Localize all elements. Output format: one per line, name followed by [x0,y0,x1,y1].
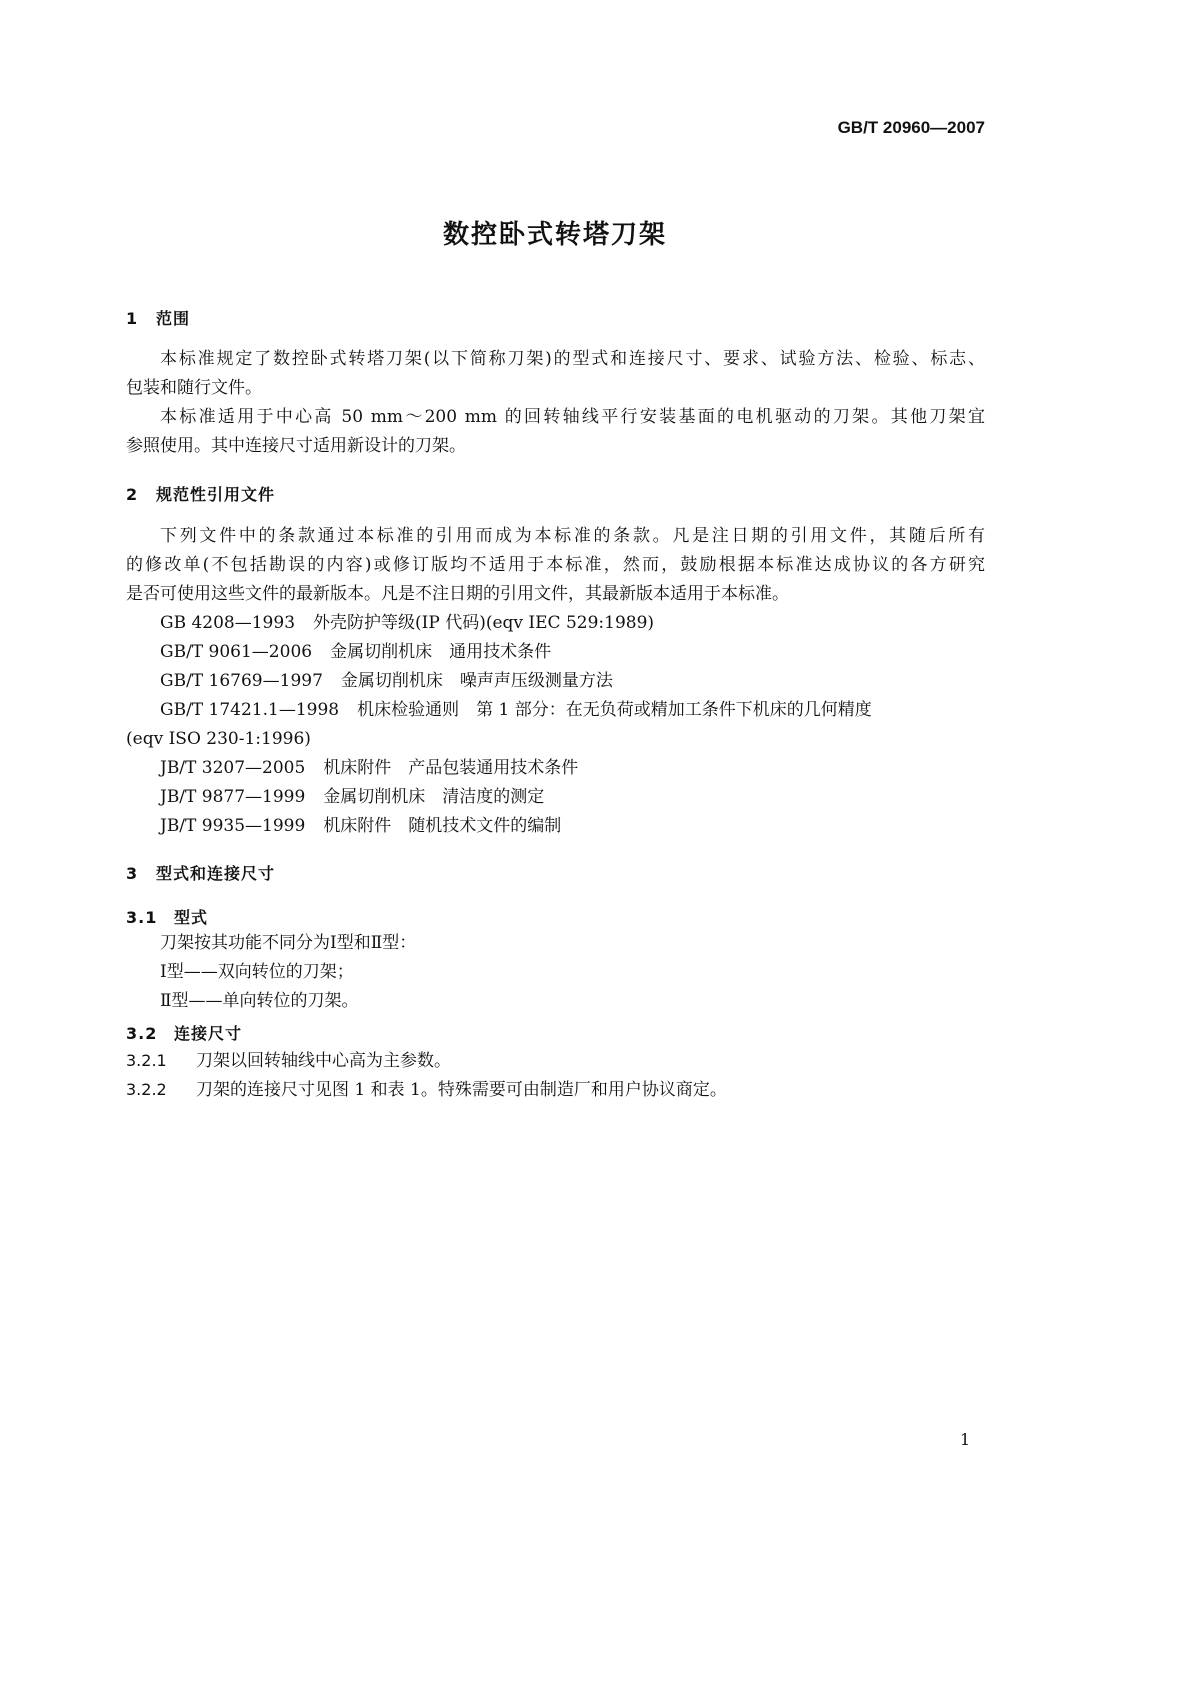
paragraph-line: 下列文件中的条款通过本标准的引用而成为本标准的条款。凡是注日期的引用文件，其随后所有 [160,526,985,546]
section-2-heading [126,482,275,505]
reference-item [160,670,985,692]
reference-code: GB/T 16769—1997 [160,671,323,691]
section-number: 3.1 [126,908,158,927]
section-number: 3.2 [126,1024,158,1043]
standard-number: GB/T 20960—2007 [837,118,985,137]
section-3-heading [126,861,275,884]
page-number: 1 [960,1430,971,1449]
reference-item [160,757,985,779]
reference-title: 金属切削机床 清洁度的测定 [323,787,545,807]
section-number: 3 [126,864,139,883]
section-title: 型式 [174,908,209,927]
clause-text: 刀架的连接尺寸见图 1 和表 1。特殊需要可由制造厂和用户协议商定。 [196,1080,727,1100]
reference-continuation: (eqv ISO 230-1:1996) [126,729,311,749]
section-title: 型式和连接尺寸 [156,864,276,883]
paragraph-line: 包装和随行文件。 [126,378,262,398]
clause-number: 3.2.2 [126,1080,167,1099]
paragraph-line: 本标准规定了数控卧式转塔刀架(以下简称刀架)的型式和连接尺寸、要求、试验方法、检验、标志、 [160,349,985,369]
reference-title: 机床附件 产品包装通用技术条件 [323,758,579,778]
reference-code: JB/T 9877—1999 [160,787,306,807]
reference-item [160,815,985,837]
reference-code: GB 4208—1993 [160,613,296,633]
section-title: 规范性引用文件 [156,485,276,504]
paragraph-line: 是否可使用这些文件的最新版本。凡是不注日期的引用文件，其最新版本适用于本标准。 [126,584,789,604]
paragraph-line: 的修改单(不包括勘误的内容)或修订版均不适用于本标准，然而，鼓励根据本标准达成协议的各方研究 [126,555,985,575]
reference-title: 机床检验通则 第 1 部分：在无负荷或精加工条件下机床的几何精度 [357,700,872,720]
reference-code: JB/T 9935—1999 [160,816,306,836]
reference-title: 金属切削机床 通用技术条件 [330,642,552,662]
subsection-3-1-heading [126,905,208,928]
page-title: 数控卧式转塔刀架 [442,220,667,250]
clause-text: 刀架以回转轴线中心高为主参数。 [196,1051,451,1071]
clause-3-2-1 [126,1050,985,1072]
paragraph-line: 参照使用。其中连接尺寸适用新设计的刀架。 [126,436,466,456]
reference-item [160,699,985,721]
reference-title: 外壳防护等级(IP 代码)(eqv IEC 529:1989) [313,613,655,633]
paragraph-line: 刀架按其功能不同分为Ⅰ型和Ⅱ型： [160,933,417,953]
reference-item [160,786,985,808]
reference-item [160,612,985,634]
reference-item [160,641,985,663]
subsection-3-2-heading [126,1021,242,1044]
reference-title: 机床附件 随机技术文件的编制 [323,816,562,836]
section-number: 1 [126,309,139,328]
paragraph-line: Ⅰ型——双向转位的刀架； [160,962,354,982]
section-number: 2 [126,485,139,504]
reference-code: GB/T 9061—2006 [160,642,313,662]
clause-3-2-2 [126,1079,985,1101]
reference-code: JB/T 3207—2005 [160,758,306,778]
paragraph-line: Ⅱ型——单向转位的刀架。 [160,991,359,1011]
reference-title: 金属切削机床 噪声声压级测量方法 [340,671,613,691]
section-1-heading [126,306,190,329]
section-title: 范围 [156,309,191,328]
clause-number: 3.2.1 [126,1051,167,1070]
reference-code: GB/T 17421.1—1998 [160,700,340,720]
section-title: 连接尺寸 [174,1024,243,1043]
paragraph-line: 本标准适用于中心高 50 mm～200 mm 的回转轴线平行安装基面的电机驱动的刀架。其他刀架宜 [160,407,985,427]
